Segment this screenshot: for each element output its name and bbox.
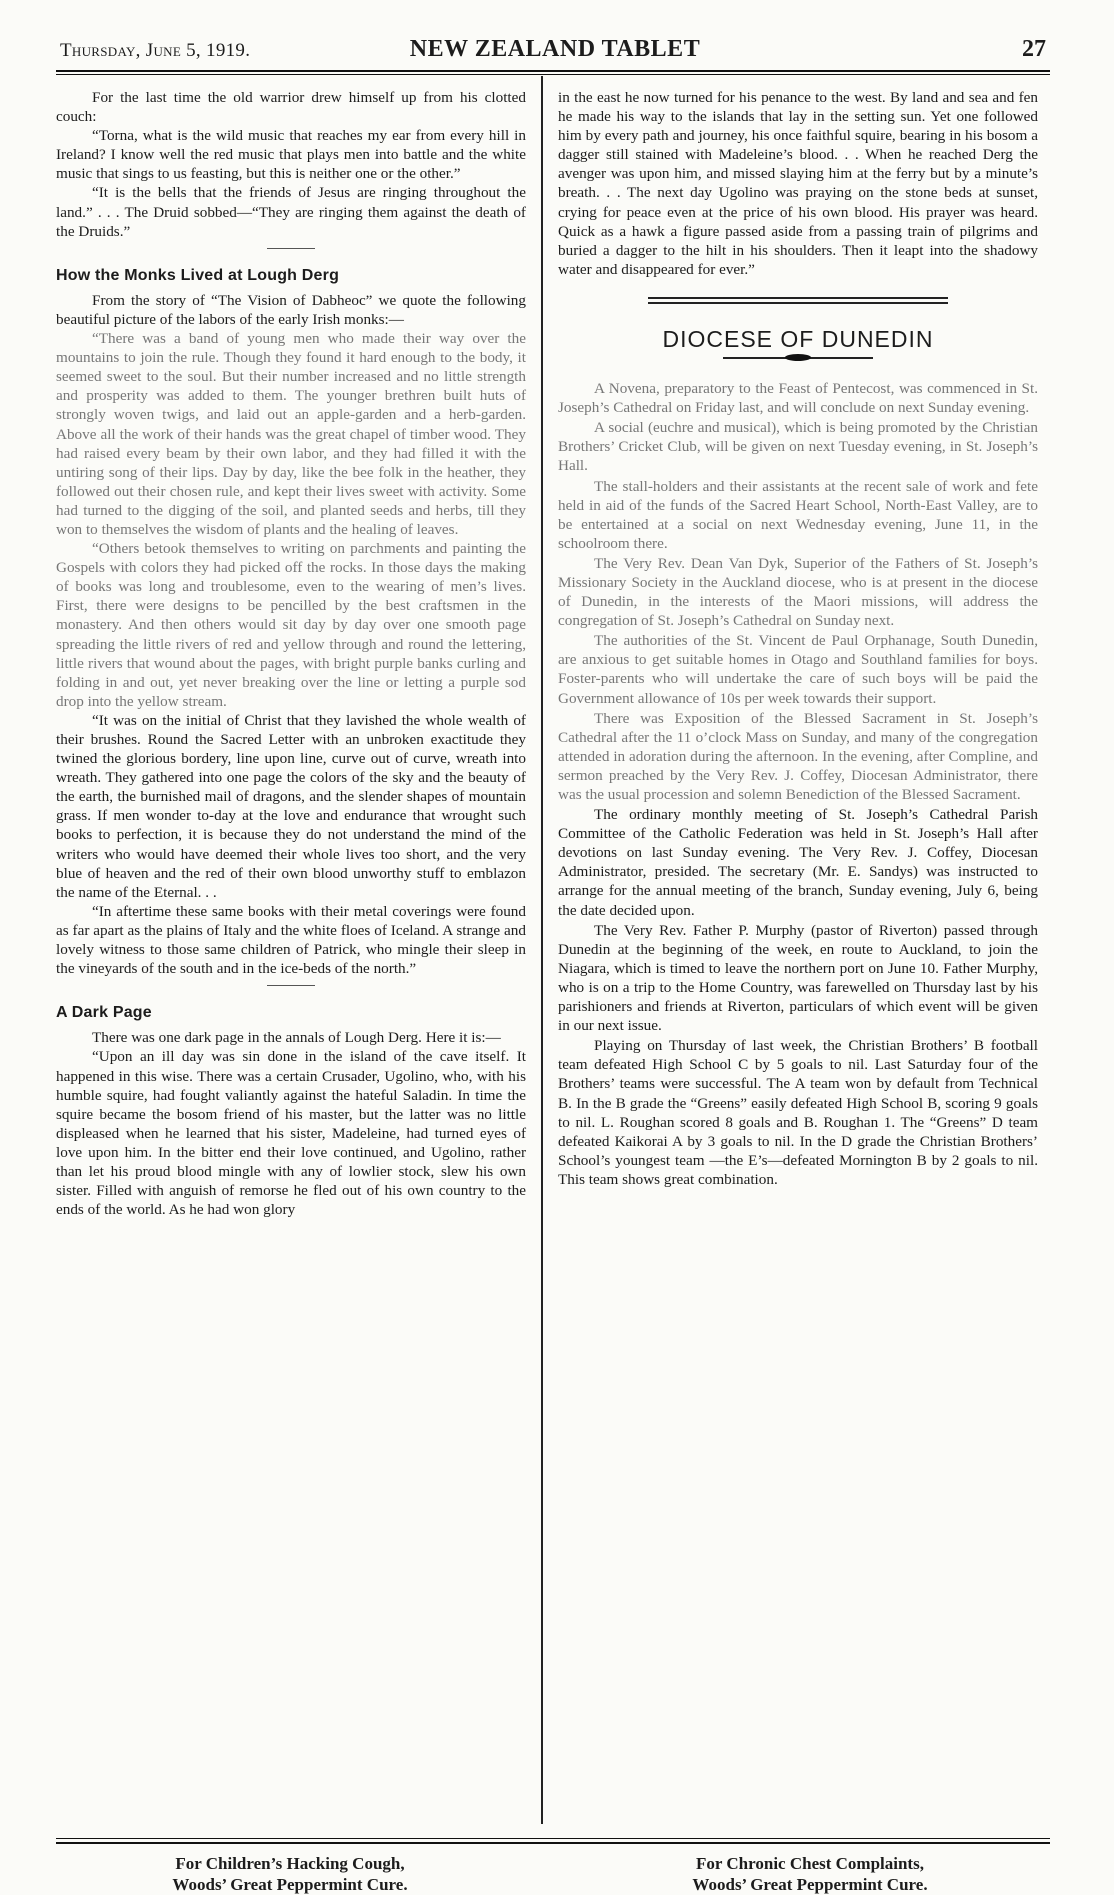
paragraph: “It is the bells that the friends of Jesus are ringing throughout the land.” . . . The Druid sobbed—“They are ringing them against the death of the Druids.” [56,184,526,240]
paragraph: “Upon an ill day was sin done in the island of the cave itself. It happened in this wise. There was a certain Crusader, Ugolino, who, with his humble squire, had fought valiantly against the hateful Saladin. In time the squire became the bosom friend of his master, but the latter was no little displeased when he learned that his sister, Madeleine, had turned eyes of love upon him. In the bitter end their love continued, and Ugolino, rather than let his proud blood mingle with any of lowlier stock, slew his own sister. Filled with anguish of remorse he fled out of his own country to the ends of the world. As he had won glory [56,1048,526,1219]
paragraph: There was one dark page in the annals of Lough Derg. Here it is:— [92,1029,501,1047]
news-item: The Very Rev. Father P. Murphy (pastor of Riverton) passed through Dunedin at the beginning of the week, en route to Auckland, to join the Niagara, which is timed to leave the northern port on June 10. Father Murphy, who is on a trip to the Home Country, was farewelled on Thursday last by his parishioners and friends at Riverton, particulars of which event will be given in our next issue. [558,921,1038,1035]
news-item: The Very Rev. Dean Van Dyk, Superior of the Fathers of St. Joseph’s Missionary Society in the Auckland diocese, who is at present in the diocese of Dunedin, in the interests of the Maori missions, will address the congregation of St. Joseph’s Cathedral on Sunday next. [558,554,1038,630]
news-item: The ordinary monthly meeting of St. Joseph’s Cathedral Parish Committee of the Catholic Federation was held in St. Joseph’s Hall after devotions on last Sunday evening. The Very Rev. J. Coffey, Diocesan Administrator, presided. The secretary (Mr. E. Sandys) was instructed to arrange for the annual meeting of the branch, Sunday evening, July 6, being the date decided upon. [558,806,1038,919]
heading-diocese: DIOCESE OF DUNEDIN [662,325,934,352]
paragraph: For the last time the old warrior drew himself up from his clotted couch: [56,89,526,126]
advert-line: For Chronic Chest Complaints, [696,1854,924,1873]
right-column [558,88,1038,1190]
column-divider [541,76,543,1824]
header-rule-thin [56,74,1050,75]
heading-dark-page: A Dark Page [56,1004,152,1022]
paragraph: in the east he now turned for his penance to the west. By land and sea and fen he made his way to the islands that lay in the setting sun. Yet one followed him by every path and journey, his once faithful squire, bearing in his bosom a dagger still stained with Madeleine’s blood. . . When he reached Derg the avenger was upon him, and missed slaying him at the ferry but by a minute’s breath. . . The next day Ugolino was praying on the stone beds at sunset, crying for peace even at the price of his own blood. His prayer was heard. Quick as a hawk a figure passed aside from a passing train of pilgrims and buried a dagger to the hilt in his shoulders. Then it leapt into the shadowy water and disappeared for ever.” [558,89,1038,278]
paragraph: “Others betook themselves to writing on parchments and painting the Gospels with colors they had picked off the rocks. In those days the making of books was long and troublesome, even to the wearing of men’s lives. First, there were designs to be pencilled by the best craftsmen in the monastery. And then others would sit day by day over one smooth page spreading the little rivers of red and yellow through and round the lettering, little rivers that wound about the pages, with bright purple banks curling and folding in and out, yet never breaking over the line or letting a purple sod drop into the yellow stream. [56,540,526,710]
left-column [56,88,526,1219]
advert-line: For Children’s Hacking Cough, [175,1854,405,1873]
page-number: 27 [1022,36,1046,62]
paragraph: “In aftertime these same books with their metal coverings were found as far apart as the plains of Italy and the white floes of Iceland. A strange and lovely witness to those same children of Patrick, who mingle their sleep in the vineyards of the south and in the ice-beds of the north.” [56,902,526,978]
news-item: The stall-holders and their assistants at the recent sale of work and fete held in aid of the funds of the Sacred Heart School, North-East Valley, are to be entertained at a social on next Wednesday evening, June 11, in the schoolroom there. [558,477,1038,552]
heading-monks: How the Monks Lived at Lough Derg [56,266,340,284]
header-rule [56,70,1050,72]
issue-date: Thursday, June 5, 1919. [60,40,251,61]
advert-left [90,1853,490,1895]
section-separator [267,985,315,986]
double-rule [648,297,948,304]
footer-rule-thin [56,1838,1050,1839]
advert-line: Woods’ Great Peppermint Cure. [692,1875,928,1894]
publication-title: NEW ZEALAND TABLET [409,36,701,62]
footer-rule [56,1842,1050,1844]
news-item: The authorities of the St. Vincent de Paul Orphanage, South Dunedin, are anxious to get suitable homes in Otago and Southland families for boys. Foster-parents who will undertake the care of such boys will be paid the Government allowance of 10s per week towards their support. [558,632,1038,707]
paragraph: From the story of “The Vision of Dabheoc” we quote the following beautiful picture of the labors of the early Irish monks:— [56,291,526,328]
news-item: There was Exposition of the Blessed Sacrament in St. Joseph’s Cathedral after the 11 o’clock Mass on Sunday, and many of the congregation attended in adoration during the afternoon. In the evening, after Compline, and sermon preached by the Very Rev. J. Coffey, Diocesan Administrator, there was the usual procession and solemn Benediction of the Blessed Sacrament. [558,709,1038,803]
section-separator [267,248,315,249]
news-item: A Novena, preparatory to the Feast of Pentecost, was commenced in St. Joseph’s Cathedral on Friday last, and will conclude on next Sunday evening. [558,380,1038,417]
paragraph: “There was a band of young men who made their way over the mountains to join the rule. Though they found it hard enough to the body, it seemed sweet to the soul. But their number increased and no little strength and prosperity was added to them. The younger brethren built huts of strongly woven twigs, and laid out an apple-garden and a herb-garden. Above all the work of their hands was the great chapel of timber wood. They had raised every beam by their own labor, and they had filled it with the untiring song of their lips. Day by day, like the bee folk in the heather, they followed out their chosen rule, and kept their lives sweet with activity. Some had turned to the digging of the soil, and planted seeds and herbs, till they won to themselves the wisdom of plants and the healing of leaves. [56,330,526,538]
advert-right [600,1853,1020,1895]
news-item: A social (euchre and musical), which is being promoted by the Christian Brothers’ Cricket Club, will be given on next Tuesday evening, in St. Joseph’s Hall. [558,419,1038,475]
advert-line: Woods’ Great Peppermint Cure. [172,1875,408,1894]
news-item: Playing on Thursday of last week, the Christian Brothers’ B football team defeated High School C by 5 goals to nil. Last Saturday four of the Brothers’ teams were successful. The A team won by default from Technical B. In the B grade the “Greens” easily defeated High School B, scoring 9 goals to nil. L. Roughan scored 8 goals and B. Roughan 1. The “Greens” D team defeated Kaikorai A by 3 goals to nil. In the D grade the Christian Brothers’ School’s youngest team —the E’s—defeated Mornington B by 2 goals to nil. This team shows great combination. [558,1037,1038,1188]
paragraph: “It was on the initial of Christ that they lavished the whole wealth of their brushes. Round the Sacred Letter with an unbroken exactitude they twined the glorious bordery, line upon line, curve out of curve, wreath into wreath. They gathered into one page the colors of the sky and the beauty of the earth, the burnished mail of dragons, and the slender shapes of mountain grass. If men wonder to-day at the love and endurance that wrought such books to perfection, it is because they do not understand the mind of the writers who would have deemed their whole lives too short, and the very blue of heaven and the red of their own blood unworthy stuff to emblazon the name of the Eternal. . . [56,711,526,901]
ornament-divider [723,353,873,363]
masthead [60,36,1050,70]
paragraph: “Torna, what is the wild music that reaches my ear from every hill in Ireland? I know well the red music that plays men into battle and the white music that sings to us feasting, but this is neither one or the other.” [56,127,526,183]
